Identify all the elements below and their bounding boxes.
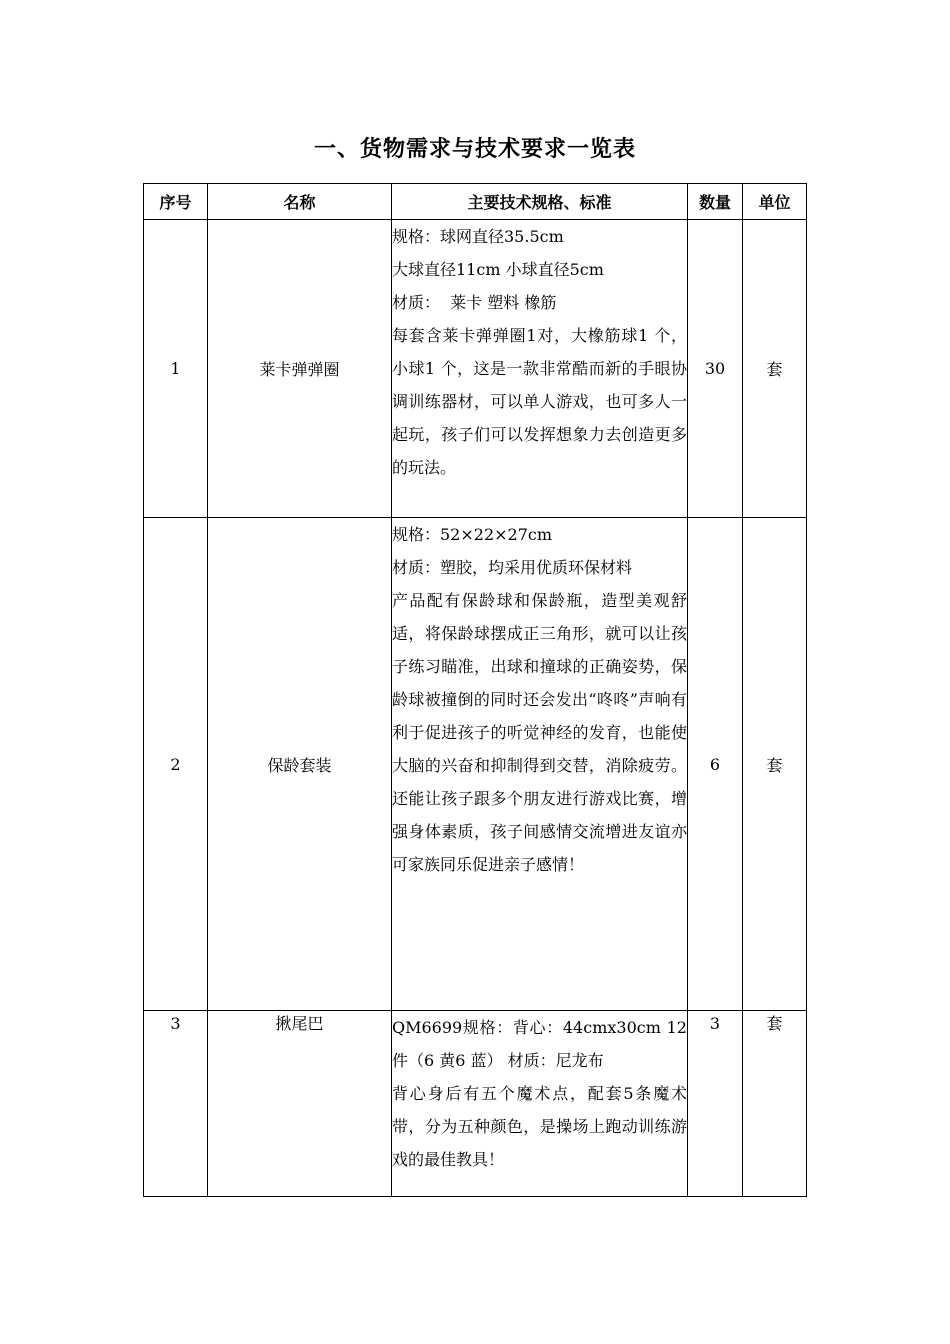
spec-line: 每套含莱卡弹弹圈1对，大橡筋球1 个，小球1 个，这是一款非常酷而新的手眼协调训练器材，可以单人游戏，也可多人一起玩，孩子们可以发挥想象力去创造更多的玩法。 — [392, 326, 687, 477]
row-name: 保龄套装 — [208, 518, 392, 1011]
spec-line: 背心身后有五个魔术点，配套5条魔术带，分为五种颜色，是操场上跑动训练游戏的最佳教具！ — [392, 1084, 687, 1169]
header-index: 序号 — [144, 184, 208, 220]
table-header-row — [144, 184, 807, 220]
header-unit: 单位 — [743, 184, 807, 220]
spec-line: QM6699规格：背心：44cmx30cm 12 件（6 黄6 蓝） 材质：尼龙布 — [392, 1018, 693, 1070]
row-name: 莱卡弹弹圈 — [208, 220, 392, 518]
spec-line: 材质： 莱卡 塑料 橡筋 — [392, 293, 557, 312]
row-unit — [743, 1011, 807, 1197]
spec-line: 产品配有保龄球和保龄瓶，造型美观舒适，将保龄球摆成正三角形，就可以让孩子练习瞄准，出球和撞球的正确姿势，保龄球被撞倒的同时还会发出“咚咚”声响有利于促进孩子的听觉神经的发育，也能使大脑的兴奋和抑制得到交替，消除疲劳。还能让孩子跟多个朋友进行游戏比赛，增强身体素质，孩子间感情交流增进友谊亦可家族同乐促进亲子感情！ — [392, 591, 687, 874]
row-name-text: 揪尾巴 — [275, 1014, 324, 1033]
row-name — [208, 1011, 392, 1197]
table-row — [144, 518, 807, 1011]
header-name: 名称 — [208, 184, 392, 220]
row-quantity-text: 3 — [709, 1014, 721, 1033]
row-spec — [392, 1011, 693, 1197]
header-spec: 主要技术规格、标准 — [392, 184, 688, 220]
row-index — [144, 1011, 208, 1197]
row-quantity: 30 — [688, 220, 743, 518]
row-unit: 套 — [743, 518, 807, 1011]
row-spec — [392, 518, 688, 1011]
row-index-text: 3 — [170, 1014, 181, 1033]
row-quantity — [688, 1011, 743, 1197]
row-quantity: 6 — [688, 518, 743, 1011]
spec-line: 大球直径11cm 小球直径5cm — [392, 260, 604, 279]
spec-line: 规格：52×22×27cm — [392, 525, 553, 544]
row-unit-text: 套 — [766, 1014, 783, 1033]
row-index: 2 — [144, 518, 208, 1011]
table-row — [144, 220, 807, 518]
row-index: 1 — [144, 220, 208, 518]
table-row — [144, 1011, 807, 1197]
requirements-table — [143, 183, 807, 1197]
row-unit: 套 — [743, 220, 807, 518]
spec-line: 材质：塑胶，均采用优质环保材料 — [392, 558, 633, 577]
spec-line: 规格：球网直径35.5cm — [392, 227, 564, 246]
page-title: 一、货物需求与技术要求一览表 — [313, 137, 636, 162]
header-quantity: 数量 — [688, 184, 743, 220]
row-spec — [392, 220, 688, 518]
